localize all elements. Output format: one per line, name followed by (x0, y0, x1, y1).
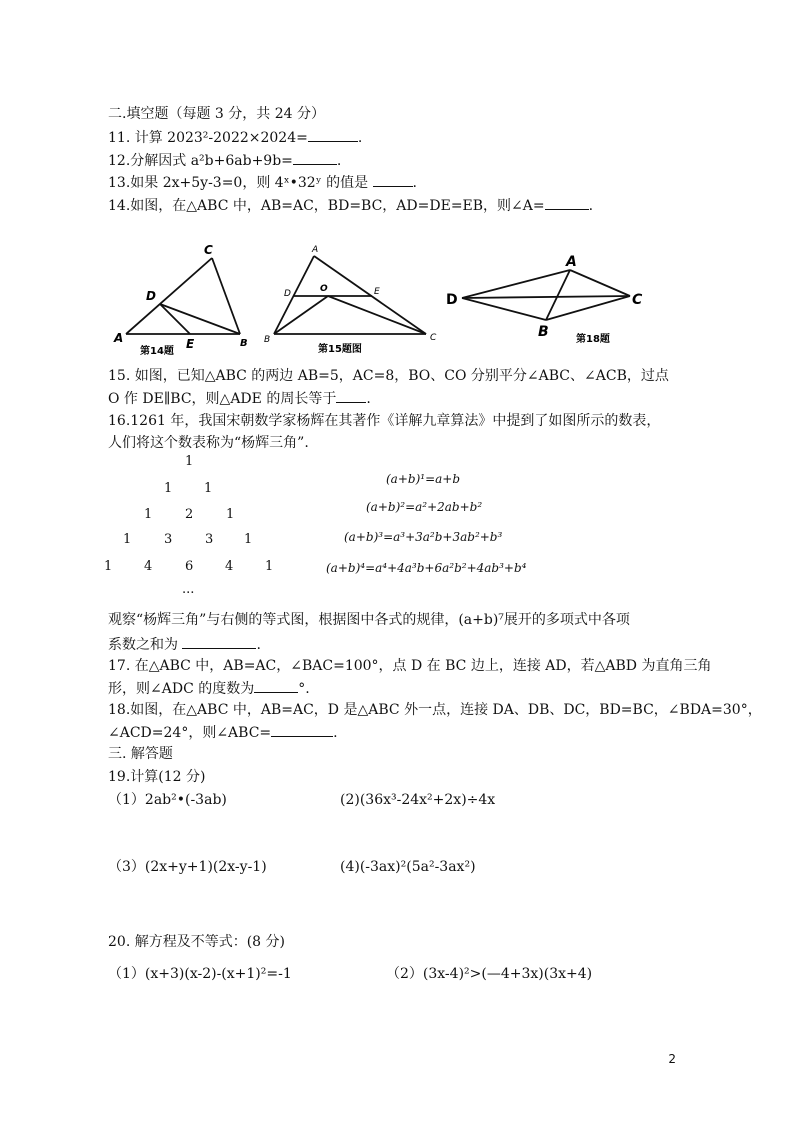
question-11: 11. 计算 2023²-2022×2024= . (108, 127, 362, 148)
question-19-part-2: (2)(36x³-24x²+2x)÷4x (340, 792, 496, 808)
triangle-dots: ... (182, 582, 195, 597)
answer-blank[interactable] (373, 172, 413, 187)
triangle-number: 1 (123, 532, 132, 547)
triangle-number: 2 (185, 507, 194, 522)
figure-18-caption: 第18题 (576, 334, 610, 345)
question-20-part-2: （2）(3x-4)²>(—4+3x)(3x+4) (386, 966, 593, 982)
figure-15 (260, 242, 450, 357)
question-18-line-2: ∠ACD=24°，则∠ABC= . (108, 722, 338, 743)
question-16-line-2: 人们将这个数表称为“杨辉三角”. (108, 435, 309, 451)
question-20-title: 20. 解方程及不等式：(8 分) (108, 934, 285, 950)
label-c: C (430, 333, 437, 343)
figure-18 (440, 250, 660, 350)
question-15-line-1: 15. 如图，已知△ABC 的两边 AB=5，AC=8，BO、CO 分别平分∠ABC、∠ACB，过点 (108, 368, 669, 384)
page-number: 2 (668, 1052, 676, 1066)
triangle-number: 1 (204, 481, 213, 496)
equation: (a+b)³=a³+3a²b+3ab²+b³ (344, 530, 503, 544)
section-3-heading: 三. 解答题 (108, 746, 173, 762)
label-d: D (146, 289, 156, 303)
question-18-line-1: 18.如图，在△ABC 中，AB=AC，D 是△ABC 外一点，连接 DA、DB、DC，BD=BC，∠BDA=30°， (108, 702, 762, 718)
answer-blank[interactable] (271, 722, 333, 737)
label-d: D (446, 292, 458, 308)
label-c: C (204, 243, 213, 257)
label-e: E (186, 337, 195, 351)
question-13: 13.如果 2x+5y-3=0，则 4ˣ•32ʸ 的值是 . (108, 172, 417, 193)
label-a: A (114, 331, 124, 345)
question-16-line-4: 系数之和为 . (108, 634, 261, 655)
question-19-part-3: （3）(2x+y+1)(2x-y-1) (108, 859, 267, 875)
question-15-line-2: O 作 DE∥BC，则△ADE 的周长等于 . (108, 388, 371, 409)
triangle-number: 4 (144, 559, 153, 574)
triangle-number: 1 (185, 454, 194, 469)
equation: (a+b)¹=a+b (386, 472, 461, 486)
triangle-number: 6 (185, 559, 194, 574)
label-b: B (264, 335, 271, 345)
question-17-line-2: 形，则∠ADC 的度数为 °. (108, 678, 310, 699)
question-19-title: 19.计算(12 分) (108, 769, 206, 785)
triangle-number: 1 (265, 559, 274, 574)
question-19-part-4: (4)(-3ax)²(5a²-3ax²) (340, 859, 476, 875)
answer-blank[interactable] (336, 388, 366, 403)
triangle-number: 1 (144, 507, 153, 522)
figure-14-caption: 第14题 (140, 346, 174, 357)
answer-blank[interactable] (182, 634, 256, 649)
question-14: 14.如图，在△ABC 中，AB=AC，BD=BC，AD=DE=EB，则∠A= . (108, 195, 593, 216)
question-17-line-1: 17. 在△ABC 中，AB=AC，∠BAC=100°，点 D 在 BC 边上，连接 AD，若△ABD 为直角三角 (108, 658, 712, 674)
label-a: A (566, 254, 577, 270)
figure-14 (108, 238, 271, 358)
answer-blank[interactable] (254, 678, 298, 693)
label-b: B (538, 324, 549, 340)
triangle-number: 4 (225, 559, 234, 574)
answer-blank[interactable] (293, 150, 337, 165)
triangle-number: 1 (104, 559, 113, 574)
label-o: O (320, 284, 328, 294)
question-16-line-1: 16.1261 年，我国宋朝数学家杨辉在其著作《详解九章算法》中提到了如图所示的数表， (108, 413, 661, 429)
answer-blank[interactable] (545, 195, 589, 210)
triangle-number: 1 (164, 481, 173, 496)
triangle-number: 3 (164, 532, 173, 547)
label-b: B (240, 338, 248, 349)
equation: (a+b)²=a²+2ab+b² (366, 500, 483, 514)
triangle-number: 1 (226, 507, 235, 522)
figure-15-caption: 第15题图 (318, 344, 362, 355)
label-a: A (312, 245, 319, 255)
label-d: D (284, 289, 291, 299)
triangle-number: 1 (244, 532, 253, 547)
equation: (a+b)⁴=a⁴+4a³b+6a²b²+4ab³+b⁴ (326, 561, 527, 575)
answer-blank[interactable] (308, 127, 358, 142)
label-c: C (632, 292, 643, 308)
triangle-number: 3 (205, 532, 214, 547)
label-e: E (374, 287, 380, 297)
question-16-line-3: 观察“杨辉三角”与右侧的等式图，根据图中各式的规律，(a+b)⁷展开的多项式中各项 (108, 612, 630, 628)
question-20-part-1: （1）(x+3)(x-2)-(x+1)²=-1 (108, 966, 292, 982)
question-12: 12.分解因式 a²b+6ab+9b= . (108, 150, 341, 171)
question-19-part-1: （1）2ab²•(-3ab) (108, 792, 227, 808)
section-2-heading: 二.填空题（每题 3 分，共 24 分） (108, 106, 325, 122)
